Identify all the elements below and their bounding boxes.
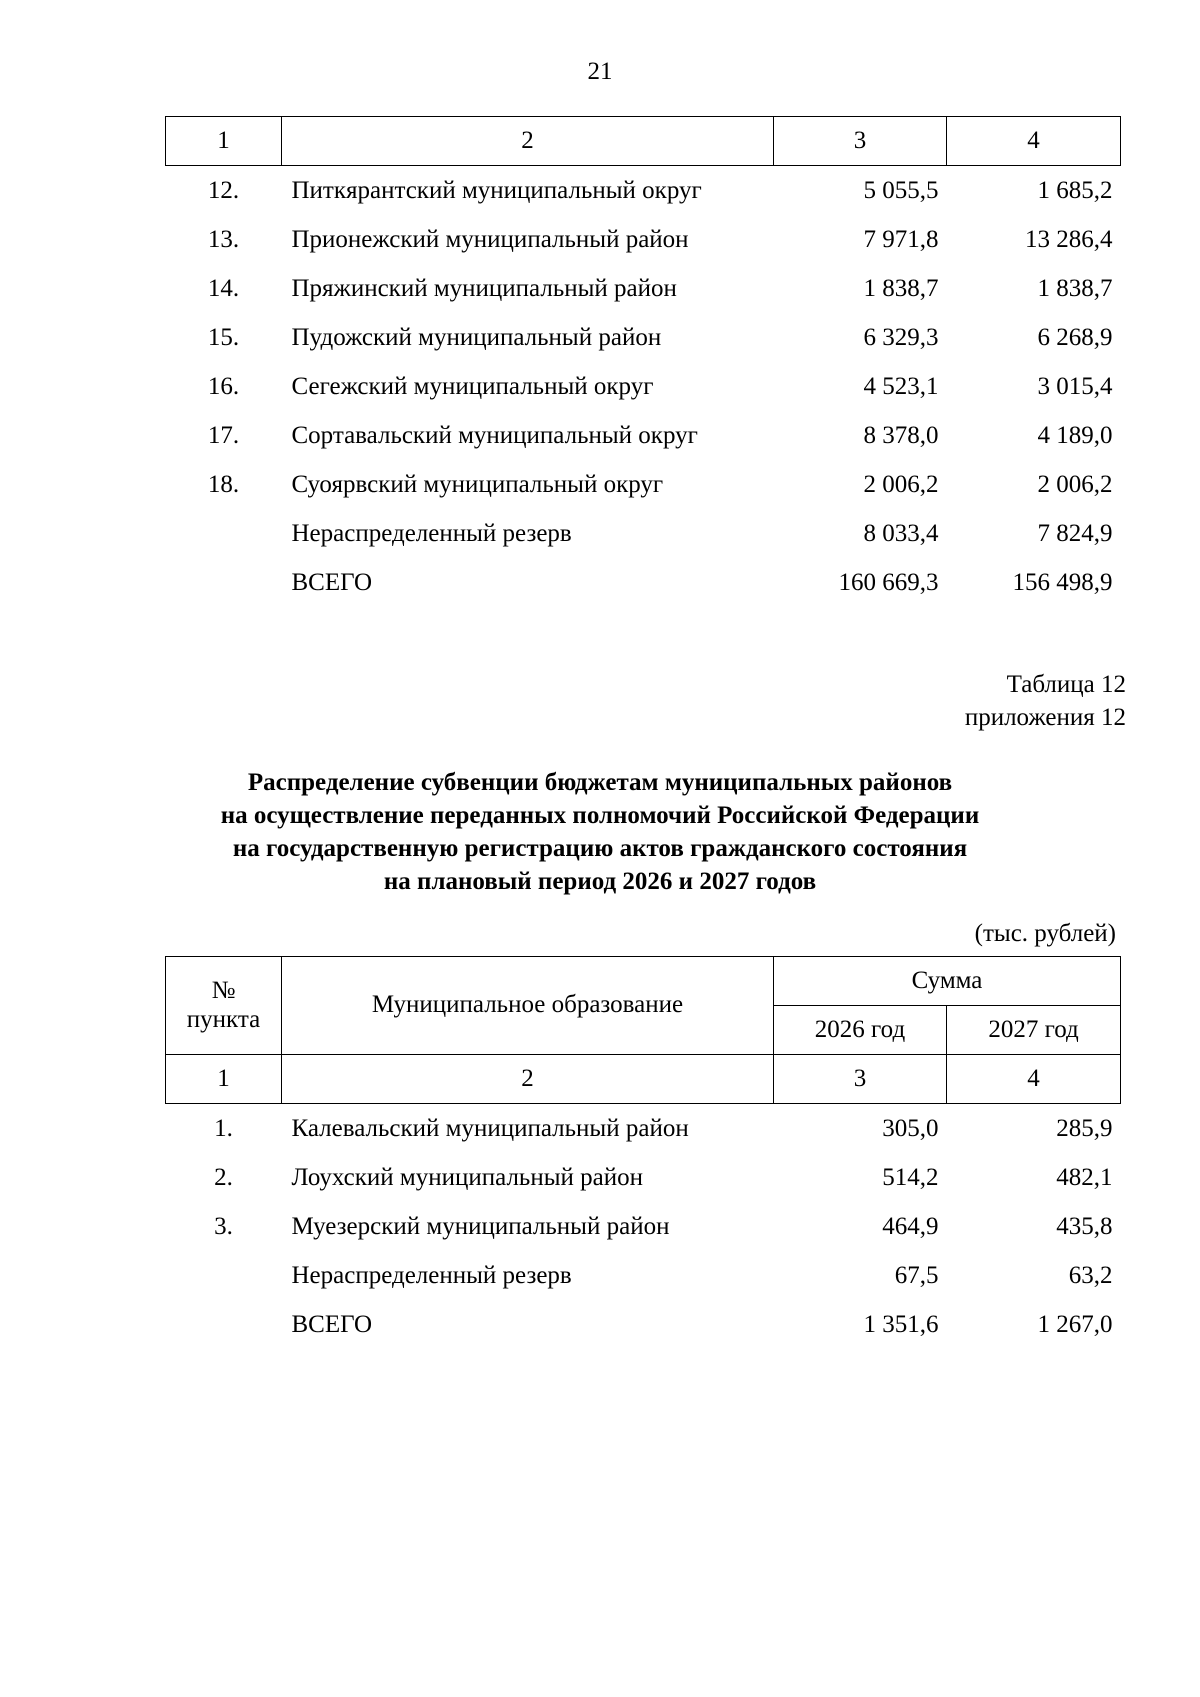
column-number: 4 [947, 117, 1121, 166]
table-reference [965, 668, 1126, 734]
value-2026: 1 351,6 [863, 1311, 939, 1338]
column-number: 1 [166, 1055, 282, 1104]
value-2026: 4 523,1 [863, 373, 939, 400]
table-row [166, 313, 1121, 362]
value-2026: 1 838,7 [863, 275, 939, 302]
municipality-name: ВСЕГО [291, 569, 373, 596]
table-row [166, 1104, 1121, 1154]
value-2027: 1 838,7 [1037, 275, 1113, 302]
value-2027: 435,8 [1056, 1213, 1113, 1240]
title-line: на плановый период 2026 и 2027 годов [383, 868, 817, 895]
title-line: на осуществление переданных полномочий Российской Федерации [220, 802, 980, 829]
table-row [166, 166, 1121, 216]
subvention-table [165, 956, 1121, 1349]
row-number: 17. [207, 422, 240, 449]
column-number-row [166, 117, 1121, 166]
row-number [166, 509, 282, 558]
row-number: 2. [214, 1164, 233, 1191]
municipality-name: Пудожский муниципальный район [291, 324, 662, 351]
row-number: 14. [207, 275, 240, 302]
municipality-name: Суоярвский муниципальный округ [291, 471, 664, 498]
table-row [166, 558, 1121, 607]
value-2026: 160 669,3 [838, 569, 939, 596]
municipality-name: Нераспределенный резерв [291, 520, 572, 547]
municipality-name: Сегежский муниципальный округ [291, 373, 654, 400]
value-2027: 63,2 [1068, 1262, 1113, 1289]
table-row [166, 411, 1121, 460]
row-number: 15. [207, 324, 240, 351]
row-number [166, 1300, 282, 1349]
municipality-name: Калевальский муниципальный район [291, 1115, 689, 1142]
row-number [166, 1251, 282, 1300]
header-text: № [211, 976, 236, 1004]
value-2026: 7 971,8 [863, 226, 939, 253]
table-row [166, 362, 1121, 411]
table-row [166, 1300, 1121, 1349]
value-2026: 514,2 [882, 1164, 939, 1191]
value-2027: 7 824,9 [1037, 520, 1113, 547]
header-row [166, 957, 1121, 1006]
header-year-2026: 2026 год [774, 1006, 947, 1055]
title-line: на государственную регистрацию актов гражданского состояния [232, 835, 968, 862]
table-title [0, 766, 1200, 898]
column-number: 2 [282, 1055, 774, 1104]
table-continued [165, 116, 1121, 607]
table-row [166, 215, 1121, 264]
column-number: 3 [774, 1055, 947, 1104]
table-row [166, 264, 1121, 313]
value-2027: 482,1 [1056, 1164, 1113, 1191]
header-text: пункта [186, 1005, 261, 1033]
column-number: 4 [947, 1055, 1121, 1104]
table-row [166, 460, 1121, 509]
value-2027: 3 015,4 [1037, 373, 1113, 400]
units-label: (тыс. рублей) [974, 920, 1116, 947]
value-2026: 8 378,0 [863, 422, 939, 449]
row-number: 1. [214, 1115, 233, 1142]
value-2027: 1 267,0 [1037, 1311, 1113, 1338]
table-reference-line: приложения 12 [964, 704, 1126, 731]
municipality-name: Сортавальский муниципальный округ [291, 422, 698, 449]
value-2026: 5 055,5 [863, 177, 939, 204]
value-2027: 1 685,2 [1037, 177, 1113, 204]
page-number: 21 [587, 58, 613, 85]
row-number: 18. [207, 471, 240, 498]
municipality-name: Пряжинский муниципальный район [291, 275, 677, 302]
value-2027: 2 006,2 [1037, 471, 1113, 498]
header-sum: Сумма [774, 957, 1121, 1006]
header-item-number [166, 957, 282, 1055]
table-row [166, 1153, 1121, 1202]
row-number: 12. [207, 177, 240, 204]
title-line: Распределение субвенции бюджетам муниципальных районов [247, 769, 953, 796]
value-2026: 6 329,3 [863, 324, 939, 351]
table-row [166, 1251, 1121, 1300]
row-number: 16. [207, 373, 240, 400]
column-number: 2 [282, 117, 774, 166]
municipality-name: Питкярантский муниципальный округ [291, 177, 702, 204]
value-2027: 6 268,9 [1037, 324, 1113, 351]
column-number-row [166, 1055, 1121, 1104]
row-number: 13. [207, 226, 240, 253]
value-2026: 8 033,4 [863, 520, 939, 547]
header-year-2027: 2027 год [947, 1006, 1121, 1055]
value-2027: 156 498,9 [1012, 569, 1113, 596]
value-2026: 305,0 [882, 1115, 939, 1142]
municipality-name: Муезерский муниципальный район [291, 1213, 670, 1240]
value-2027: 13 286,4 [1025, 226, 1113, 253]
table-row [166, 509, 1121, 558]
value-2027: 4 189,0 [1037, 422, 1113, 449]
value-2026: 67,5 [894, 1262, 939, 1289]
row-number: 3. [214, 1213, 233, 1240]
table-row [166, 1202, 1121, 1251]
municipality-name: Лоухский муниципальный район [291, 1164, 643, 1191]
column-number: 1 [166, 117, 282, 166]
header-municipality: Муниципальное образование [282, 957, 774, 1055]
municipality-name: Нераспределенный резерв [291, 1262, 572, 1289]
value-2026: 2 006,2 [863, 471, 939, 498]
municipality-name: ВСЕГО [291, 1311, 373, 1338]
value-2027: 285,9 [1056, 1115, 1113, 1142]
column-number: 3 [774, 117, 947, 166]
row-number [166, 558, 282, 607]
table-reference-line: Таблица 12 [1006, 671, 1126, 698]
municipality-name: Прионежский муниципальный район [291, 226, 689, 253]
value-2026: 464,9 [882, 1213, 939, 1240]
